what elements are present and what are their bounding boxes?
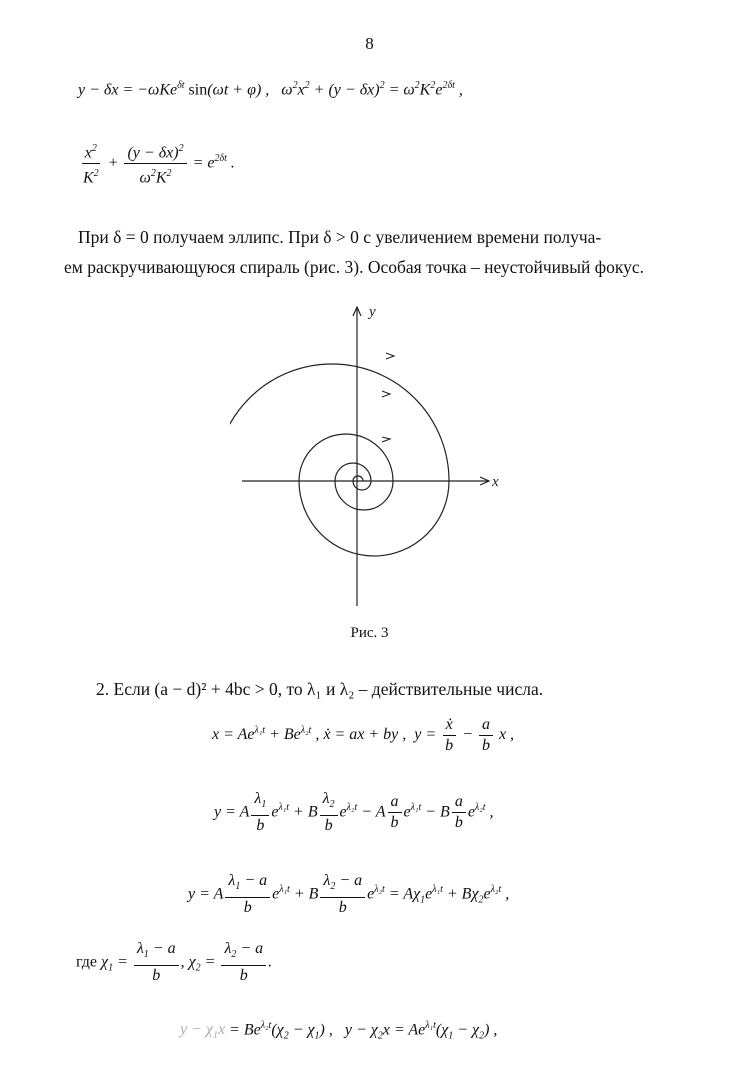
equation-ellipse: $\frac{x^2}{K^2}$ + $\frac{(y - \delta x)^2}{\omega^2K^2}$ = $e^{2\delta t}$ . xyxy=(78,140,235,188)
x-axis-label: x xyxy=(492,474,499,490)
spiral-arrow-middle xyxy=(382,391,390,397)
where-word: где xyxy=(76,953,98,971)
figure-caption: Рис. 3 xyxy=(350,625,389,641)
spiral-curve xyxy=(230,364,449,556)
equation-x-solution: $x = Ae^{\lambda_1t} + Be^{\lambda_2t}$ , ẋ = ax + by , y = $\frac{\text{ẋ}}{b}$ − $\frac{a}{b}$ x , xyxy=(212,716,515,754)
equation-final: $y - \chi_1x = Be^{\lambda_2t}(\chi_2 - \chi_1)$ , $y - \chi_2x = Ae^{\lambda_1t}(\chi_1 - \chi_2)$ , xyxy=(180,1020,498,1042)
spiral-arrow-outer xyxy=(386,353,394,359)
y-axis-label: y xyxy=(369,304,376,320)
paragraph-focus-line-2: ем раскручивающуюся спираль (рис. 3). Особая точка – неустойчивый фокус. xyxy=(64,257,645,277)
equation-y-expanded: y = A $\frac{\lambda_1}{b}$ $e^{\lambda_1t} + B$ $\frac{\lambda_2}{b}$ $e^{\lambda_2t} - A$ $\frac{a}{b}$ $e^{\lambda_1t} - B$ $\frac{a}{b}$ $e^{\lambda_2t}$ , xyxy=(214,790,494,835)
case2-intro: 2. Если (a − d)² + 4bc > 0, то λ₁ и λ₂ – действительные числа. xyxy=(96,679,544,699)
spiral-arrow-inner xyxy=(382,437,390,442)
equation-line-1: y − δx = −ωKe$^{\delta t}$ sin(ωt + φ) , $\omega^2x^2 + (y - \delta x)^2 = \omega^2K^2e^{2\delta t}$ , xyxy=(78,80,463,99)
page-number: 8 xyxy=(365,34,374,53)
equation-chi-definition: где $\chi_1$ = $\frac{\lambda_1 - a}{b}$ , $\chi_2$ = $\frac{\lambda_2 - a}{b}$ . xyxy=(76,940,273,985)
spiral-figure xyxy=(230,298,510,618)
paragraph-focus-line-1: При δ = 0 получаем эллипс. При δ > 0 с увеличением времени получа- xyxy=(78,227,602,247)
equation-y-chi: y = A $\frac{\lambda_1 - a}{b}$ $e^{\lambda_1t} + B$ $\frac{\lambda_2 - a}{b}$ $e^{\lambda_2t} = A\chi_1e^{\lambda_1t} + B\chi_2e^{\lambda_2t}$ , xyxy=(188,872,510,917)
